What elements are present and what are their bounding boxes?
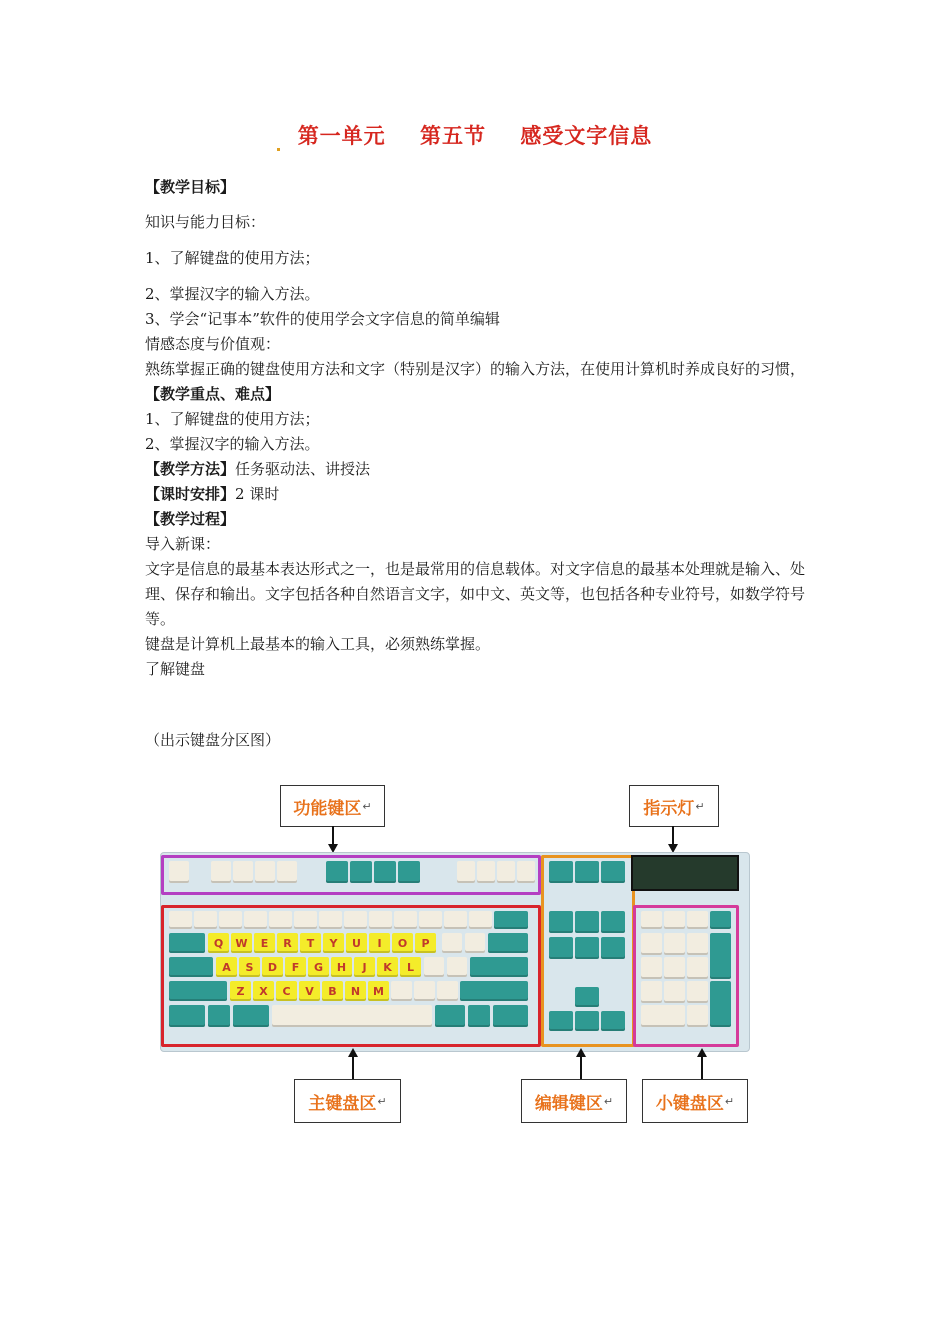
goal-item-2: 2、掌握汉字的输入方法。 — [145, 285, 320, 303]
numpad-key — [664, 981, 685, 1003]
emotion-text: 熟练掌握正确的键盘使用方法和文字（特别是汉字）的输入方法，在使用计算机时养成良好的习惯， — [145, 360, 806, 378]
letter-key: Q — [208, 933, 229, 953]
letter-key: F — [285, 957, 306, 977]
shift-key — [460, 981, 528, 1001]
win-key — [468, 1005, 490, 1027]
numpad-key — [687, 957, 708, 979]
numpad-key — [710, 911, 731, 929]
edit-key — [549, 937, 573, 959]
letter-key: K — [377, 957, 398, 977]
numpad-enter-key — [710, 981, 731, 1027]
return-mark-icon: ↵ — [724, 1094, 735, 1108]
letter-key: U — [346, 933, 367, 953]
function-key — [517, 861, 535, 883]
callout-numpad-keys — [642, 1079, 748, 1123]
edit-key — [601, 937, 625, 959]
number-key — [344, 911, 367, 929]
letter-key: S — [239, 957, 260, 977]
callout-edit-label: 编辑键区 — [534, 1093, 603, 1114]
letter-key: H — [331, 957, 352, 977]
backspace-key — [494, 911, 528, 929]
letter-key: A — [216, 957, 237, 977]
goal-item-3: 3、学会“记事本”软件的使用学会文字信息的简单编辑 — [145, 310, 500, 328]
letter-key: V — [299, 981, 320, 1001]
function-key — [211, 861, 231, 883]
intro-label: 导入新课： — [145, 535, 221, 553]
letter-key: O — [392, 933, 413, 953]
numpad-key — [664, 933, 685, 955]
function-key — [350, 861, 372, 883]
edit-key — [575, 937, 599, 959]
callout-main-label: 主键盘区 — [308, 1093, 377, 1114]
number-key — [419, 911, 442, 929]
number-key — [469, 911, 492, 929]
callout-indicator-label: 指示灯 — [643, 798, 695, 819]
numpad-key — [687, 933, 708, 955]
ctrl-key — [169, 1005, 205, 1027]
letter-key: G — [308, 957, 329, 977]
arrow-key — [601, 1011, 625, 1031]
letter-key: R — [277, 933, 298, 953]
letter-key: B — [322, 981, 343, 1001]
edit-key — [549, 911, 573, 933]
time-label: 【课时安排】 — [145, 485, 236, 503]
time-line — [145, 482, 815, 507]
bracket-key — [465, 933, 485, 953]
numpad-zero-key — [641, 1005, 685, 1027]
learn-keyboard: 了解键盘 — [145, 660, 206, 678]
intro-text: 文字是信息的最基本表达形式之一，也是最常用的信息载体。对文字信息的最基本处理就是输入、处理、保存和输出。文字包括各种自然语言文字，如中文、英文等，也包括各种专业符号，如数学符号等。 — [145, 560, 806, 628]
arrow-numpad — [701, 1050, 703, 1080]
letter-key: J — [354, 957, 375, 977]
letter-key: P — [415, 933, 436, 953]
callout-function-label: 功能键区 — [293, 798, 362, 819]
time-text: 2 课时 — [235, 485, 280, 503]
number-key — [294, 911, 317, 929]
show-figure-note: （出示键盘分区图） — [145, 731, 281, 749]
numpad-key — [664, 957, 685, 979]
arrow-main — [352, 1050, 354, 1080]
edit-key — [601, 911, 625, 933]
title-section: 第五节 — [420, 124, 486, 148]
alt-key — [435, 1005, 465, 1027]
return-mark-icon: ↵ — [695, 799, 705, 813]
numpad-key — [687, 911, 708, 929]
callout-numpad-label: 小键盘区 — [655, 1093, 724, 1114]
arrow-function — [332, 826, 334, 851]
space-key — [272, 1005, 432, 1027]
callout-main-keys — [294, 1079, 401, 1123]
return-mark-icon: ↵ — [377, 1094, 387, 1108]
punct-key — [424, 957, 444, 977]
method-text: 任务驱动法、讲授法 — [235, 460, 371, 478]
emotion-heading: 情感态度与价值观： — [145, 335, 281, 353]
letter-key: M — [368, 981, 389, 1001]
function-key — [233, 861, 253, 883]
edit-key — [549, 861, 573, 883]
punct-key — [414, 981, 435, 1001]
number-key — [369, 911, 392, 929]
arrow-key — [549, 1011, 573, 1031]
punct-key — [437, 981, 458, 1001]
callout-function-keys — [280, 785, 385, 827]
letter-key: D — [262, 957, 283, 977]
edit-key — [575, 911, 599, 933]
function-key — [457, 861, 475, 883]
backslash-key — [488, 933, 528, 953]
number-key — [244, 911, 267, 929]
letter-key: X — [253, 981, 274, 1001]
enter-key — [470, 957, 528, 977]
numpad-key — [641, 911, 662, 929]
punct-key — [447, 957, 467, 977]
number-key — [394, 911, 417, 929]
key-heading: 【教学重点、难点】 — [145, 385, 281, 403]
letter-key: W — [231, 933, 252, 953]
function-key — [255, 861, 275, 883]
keyboard-text: 键盘是计算机上最基本的输入工具，必须熟练掌握。 — [145, 635, 491, 653]
function-key — [477, 861, 495, 883]
numpad-key — [687, 981, 708, 1003]
number-key — [194, 911, 217, 929]
arrow-up-key — [575, 987, 599, 1007]
indicator-lights — [631, 855, 739, 891]
method-line — [145, 457, 815, 482]
letter-key: N — [345, 981, 366, 1001]
page-title — [0, 120, 950, 150]
letter-key: E — [254, 933, 275, 953]
goal-item-1: 1、了解键盘的使用方法； — [145, 249, 320, 267]
title-topic: 感受文字信息 — [520, 124, 653, 148]
keyboard-diagram — [150, 780, 760, 1125]
edit-key — [601, 861, 625, 883]
letter-key: Y — [323, 933, 344, 953]
arrow-indicator — [672, 826, 674, 851]
tab-key — [169, 933, 205, 953]
esc-key — [169, 861, 189, 883]
callout-edit-keys — [521, 1079, 627, 1123]
arrow-edit — [580, 1050, 582, 1080]
number-key — [169, 911, 192, 929]
win-key — [208, 1005, 230, 1027]
decorative-dot — [277, 148, 280, 151]
number-key — [269, 911, 292, 929]
return-mark-icon: ↵ — [362, 799, 372, 813]
letter-key: C — [276, 981, 297, 1001]
shift-key — [169, 981, 227, 1001]
numpad-plus-key — [710, 933, 731, 979]
bracket-key — [442, 933, 462, 953]
letter-key: Z — [230, 981, 251, 1001]
letter-key: L — [400, 957, 421, 977]
numpad-key — [641, 957, 662, 979]
arrow-key — [575, 1011, 599, 1031]
function-key — [398, 861, 420, 883]
numpad-key — [664, 911, 685, 929]
callout-indicator — [629, 785, 719, 827]
letter-key: I — [369, 933, 390, 953]
numpad-dot-key — [687, 1005, 708, 1027]
numpad-key — [641, 981, 662, 1003]
number-key — [319, 911, 342, 929]
key-item-2: 2、掌握汉字的输入方法。 — [145, 435, 320, 453]
ctrl-key — [493, 1005, 528, 1027]
alt-key — [233, 1005, 269, 1027]
capslock-key — [169, 957, 213, 977]
edit-key — [575, 861, 599, 883]
knowledge-heading: 知识与能力目标： — [145, 213, 266, 231]
return-mark-icon: ↵ — [603, 1094, 614, 1108]
function-key — [374, 861, 396, 883]
function-key — [277, 861, 297, 883]
numpad-key — [641, 933, 662, 955]
letter-key: T — [300, 933, 321, 953]
document-body — [145, 175, 815, 200]
number-key — [219, 911, 242, 929]
title-unit: 第一单元 — [297, 124, 386, 148]
keyboard-body — [160, 852, 750, 1052]
key-item-1: 1、了解键盘的使用方法； — [145, 410, 320, 428]
punct-key — [391, 981, 412, 1001]
function-key — [497, 861, 515, 883]
function-key — [326, 861, 348, 883]
goal-heading: 【教学目标】 — [145, 178, 236, 196]
method-label: 【教学方法】 — [145, 460, 236, 478]
number-key — [444, 911, 467, 929]
process-heading: 【教学过程】 — [145, 510, 236, 528]
